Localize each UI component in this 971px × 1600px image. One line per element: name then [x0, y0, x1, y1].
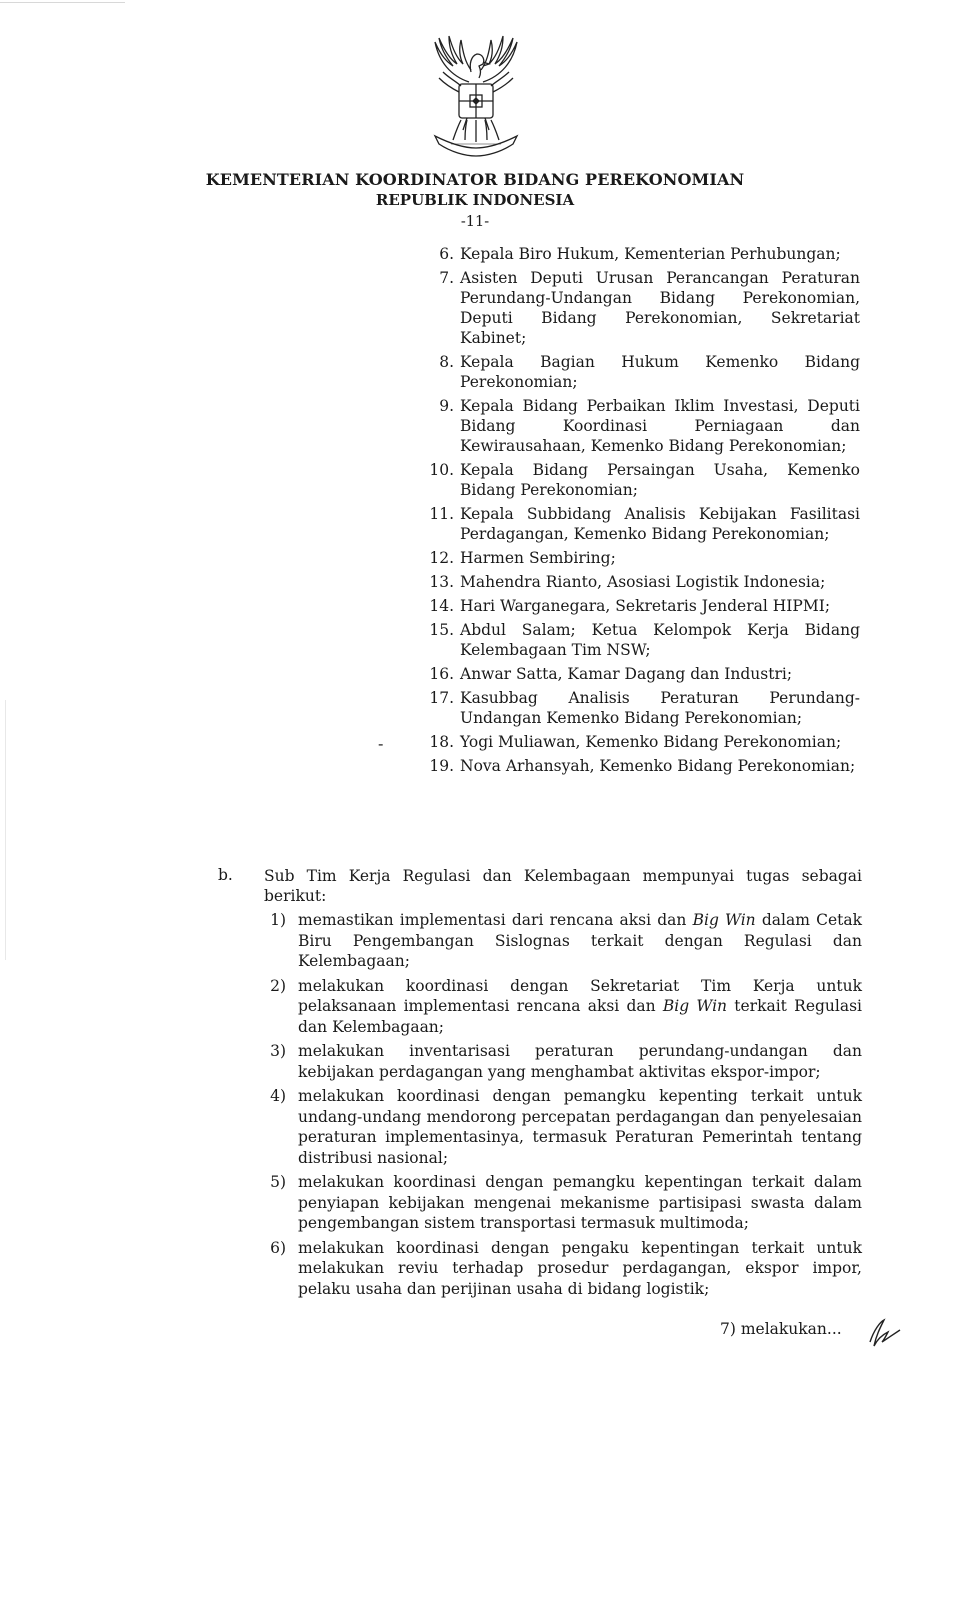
item-number: 7. — [439, 269, 454, 287]
item-emphasis: Big Win — [662, 997, 728, 1015]
item-number: 4) — [270, 1087, 286, 1105]
section-intro: Sub Tim Kerja Regulasi dan Kelembagaan mempunyai tugas sebagai berikut: — [264, 867, 862, 905]
item-number: 19. — [429, 757, 454, 775]
list-item — [414, 504, 860, 544]
item-text: Abdul Salam; Ketua Kelompok Kerja Bidang Kelembagaan Tim NSW; — [460, 621, 860, 659]
item-number: 14. — [429, 597, 454, 615]
item-text: Kepala Bidang Persaingan Usaha, Kemenko Bidang Perekonomian; — [460, 461, 860, 499]
list-item — [414, 268, 860, 348]
list-item — [414, 688, 860, 728]
margin-mark: - — [378, 734, 384, 753]
item-text: Kepala Bagian Hukum Kemenko Bidang Perekonomian; — [460, 353, 860, 391]
list-item — [414, 244, 860, 264]
item-number: 1) — [270, 911, 286, 929]
item-number: 2) — [270, 976, 286, 995]
item-text-tail: terkait Regulasi dan Kelembagaan; — [298, 997, 863, 1036]
item-number: 5) — [270, 1173, 286, 1191]
list-item — [414, 396, 860, 456]
garuda-emblem-icon — [421, 32, 531, 160]
list-item — [258, 976, 862, 1038]
item-number: 10. — [429, 461, 454, 479]
item-text: Mahendra Rianto, Asosiasi Logistik Indonesia; — [460, 573, 826, 591]
country-heading: REPUBLIK INDONESIA — [375, 191, 575, 209]
item-text: Yogi Muliawan, Kemenko Bidang Perekonomian; — [460, 733, 842, 751]
scan-edge-line — [0, 2, 125, 3]
item-text: Kepala Subbidang Analisis Kebijakan Fasilitasi Perdagangan, Kemenko Bidang Perekonomian; — [460, 505, 860, 543]
item-text: Kasubbag Analisis Peraturan Perundang-Undangan Kemenko Bidang Perekonomian; — [460, 689, 860, 727]
item-text: Kepala Biro Hukum, Kementerian Perhubungan; — [460, 245, 841, 263]
list-item — [258, 1041, 862, 1082]
member-list — [414, 244, 860, 780]
item-number: 15. — [429, 621, 454, 639]
item-text: Kepala Bidang Perbaikan Iklim Investasi, Deputi Bidang Koordinasi Perniagaan dan Kewirausahaan, Kemenko Bidang Perekonomian; — [460, 397, 860, 455]
item-text: melakukan koordinasi dengan Sekretariat Tim Kerja untuk pelaksanaan implementasi rencana aksi dan — [298, 976, 862, 1015]
item-text: melakukan inventarisasi peraturan perundang-undangan dan kebijakan perdagangan yang menghambat aktivitas ekspor-impor; — [298, 1042, 862, 1081]
list-item — [414, 620, 860, 660]
item-number: 11. — [429, 505, 454, 523]
item-text: memastikan implementasi dari rencana aksi dan — [298, 911, 693, 929]
initial-signature-icon — [862, 1312, 902, 1352]
item-number: 13. — [429, 573, 454, 591]
item-number: 16. — [429, 665, 454, 683]
list-item — [414, 664, 860, 684]
item-text: Hari Warganegara, Sekretaris Jenderal HIPMI; — [460, 597, 831, 615]
list-item — [258, 1238, 862, 1300]
section-label: b. — [218, 866, 233, 884]
list-item — [414, 756, 860, 776]
item-text: Anwar Satta, Kamar Dagang dan Industri; — [460, 665, 793, 683]
list-item — [414, 460, 860, 500]
item-emphasis: Big Win — [692, 911, 756, 929]
task-list — [258, 910, 862, 1303]
item-number: 8. — [439, 353, 454, 371]
item-text: Harmen Sembiring; — [460, 549, 616, 567]
list-item — [258, 1172, 862, 1234]
list-item — [414, 596, 860, 616]
list-item — [258, 910, 862, 972]
item-text: melakukan koordinasi dengan pemangku kepentingan terkait dalam penyiapan kebijakan mengenai mekanisme partisipasi swasta dalam pengembangan sistem transportasi termasuk multimoda; — [298, 1173, 862, 1232]
section-b — [218, 866, 862, 906]
item-number: 17. — [429, 689, 454, 707]
item-number: 3) — [270, 1042, 286, 1060]
item-number: 12. — [429, 549, 454, 567]
item-number: 9. — [439, 397, 454, 415]
page-number: -11- — [460, 214, 490, 230]
item-text-tail: dalam Cetak Biru Pengembangan Sislognas terkait dengan Regulasi dan Kelembagaan; — [298, 911, 862, 970]
item-number: 18. — [429, 733, 454, 751]
item-number: 6. — [439, 245, 454, 263]
list-item — [258, 1086, 862, 1168]
item-number: 6) — [270, 1238, 286, 1257]
list-item — [414, 352, 860, 392]
item-text: melakukan koordinasi dengan pengaku kepentingan terkait untuk melakukan reviu terhadap prosedur perdagangan, ekspor impor, pelaku usaha dan perijinan usaha di bidang logistik; — [298, 1238, 862, 1298]
ministry-heading: KEMENTERIAN KOORDINATOR BIDANG PEREKONOMIAN — [205, 170, 745, 189]
continuation-catchword: 7) melakukan... — [720, 1320, 842, 1338]
scan-edge-shadow — [5, 700, 6, 960]
list-item — [414, 548, 860, 568]
list-item — [414, 732, 860, 752]
list-item — [414, 572, 860, 592]
item-text: Asisten Deputi Urusan Perancangan Peraturan Perundang-Undangan Bidang Perekonomian, Deputi Bidang Perekonomian, Sekretariat Kabinet; — [460, 269, 860, 347]
item-text: Nova Arhansyah, Kemenko Bidang Perekonomian; — [460, 757, 856, 775]
item-text: melakukan koordinasi dengan pemangku kepenting terkait untuk undang-undang mendorong percepatan perdagangan dan penyelesaian peraturan implementasinya, termasuk Peraturan Pemerintah tentang distribusi nasional; — [298, 1087, 862, 1167]
